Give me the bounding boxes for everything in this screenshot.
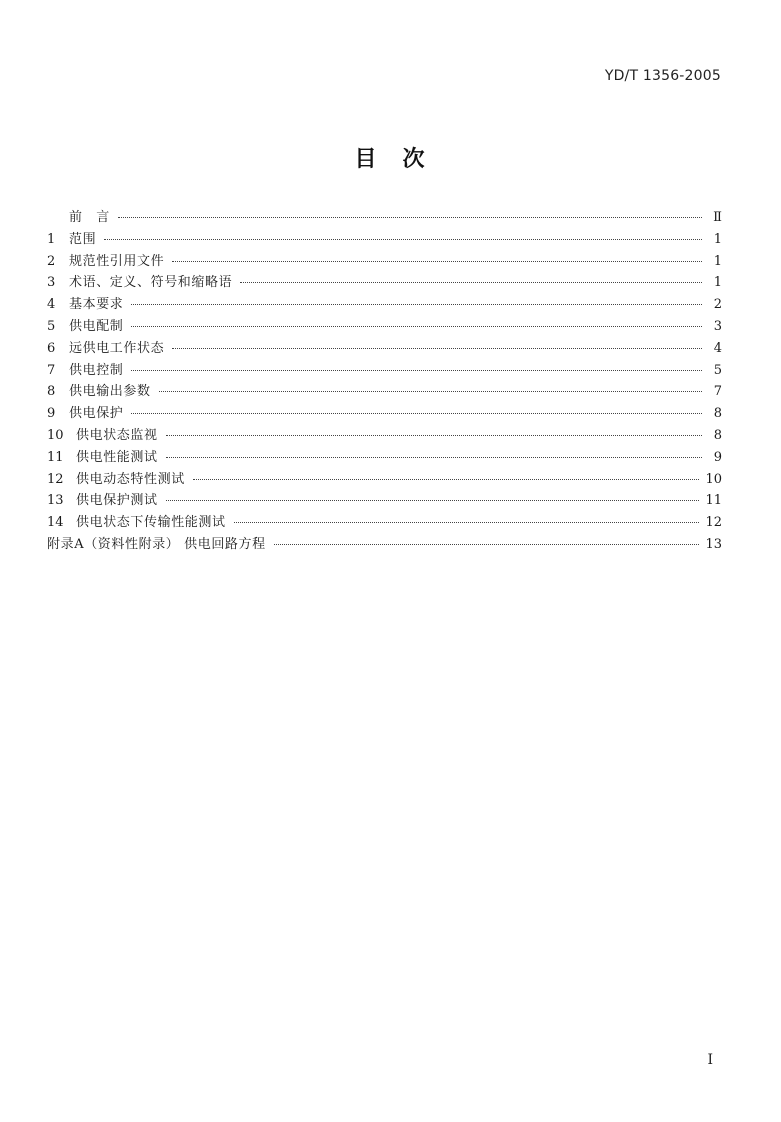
toc-entry-foreword[interactable] bbox=[47, 207, 722, 229]
toc-entry-12[interactable] bbox=[47, 469, 722, 491]
dot-leader bbox=[166, 457, 702, 458]
toc-entry-title: 供电保护测试 bbox=[76, 493, 158, 509]
toc-entry-9[interactable] bbox=[47, 403, 722, 425]
toc-entry-title: 规范性引用文件 bbox=[69, 253, 165, 269]
toc-entry-number: 10 bbox=[47, 427, 64, 443]
dot-leader bbox=[166, 500, 700, 501]
toc-entry-4[interactable] bbox=[47, 294, 722, 316]
toc-entry-title: 远供电工作状态 bbox=[69, 340, 165, 356]
toc-entry-page: Ⅱ bbox=[713, 210, 722, 225]
toc-entry-number: 11 bbox=[47, 449, 64, 465]
dot-leader bbox=[131, 370, 702, 371]
dot-leader bbox=[240, 282, 702, 283]
toc-entry-page: 4 bbox=[713, 340, 722, 356]
toc-entry-3[interactable] bbox=[47, 272, 722, 294]
dot-leader bbox=[131, 304, 702, 305]
toc-entry-title: 附录A（资料性附录） 供电回路方程 bbox=[47, 536, 266, 552]
toc-entry-title: 供电输出参数 bbox=[69, 384, 151, 400]
toc-entry-number: 12 bbox=[47, 471, 64, 487]
toc-entry-title: 供电状态监视 bbox=[76, 427, 158, 443]
toc-entry-number: 3 bbox=[47, 275, 56, 291]
toc-entry-page: 2 bbox=[713, 297, 722, 313]
toc-entry-2[interactable] bbox=[47, 251, 722, 273]
dot-leader bbox=[166, 435, 702, 436]
dot-leader bbox=[118, 217, 702, 218]
dot-leader bbox=[131, 413, 702, 414]
dot-leader bbox=[172, 348, 702, 349]
dot-leader bbox=[104, 239, 702, 240]
toc-entry-number: 14 bbox=[47, 515, 64, 531]
toc-entry-page: 3 bbox=[713, 318, 722, 334]
toc-entry-page: 11 bbox=[705, 493, 722, 509]
dot-leader bbox=[274, 544, 700, 545]
toc-entry-appendix-a[interactable] bbox=[47, 534, 722, 556]
toc-entry-title: 供电性能测试 bbox=[76, 449, 158, 465]
table-of-contents bbox=[47, 207, 722, 556]
toc-entry-7[interactable] bbox=[47, 360, 722, 382]
toc-entry-page: 1 bbox=[713, 275, 722, 291]
toc-entry-number: 9 bbox=[47, 406, 56, 422]
page-title: 目 次 bbox=[354, 147, 427, 172]
dot-leader bbox=[159, 391, 702, 392]
toc-entry-page: 1 bbox=[713, 253, 722, 269]
toc-entry-number: 2 bbox=[47, 253, 56, 269]
toc-entry-page: 5 bbox=[713, 362, 722, 378]
toc-entry-title: 供电动态特性测试 bbox=[76, 471, 185, 487]
dot-leader bbox=[172, 261, 702, 262]
toc-entry-page: 8 bbox=[713, 427, 722, 443]
toc-entry-11[interactable] bbox=[47, 447, 722, 469]
toc-entry-page: 8 bbox=[713, 406, 722, 422]
toc-entry-page: 12 bbox=[705, 515, 722, 531]
toc-entry-page: 13 bbox=[705, 536, 722, 552]
toc-entry-number: 5 bbox=[47, 318, 56, 334]
toc-entry-6[interactable] bbox=[47, 338, 722, 360]
toc-entry-number: 7 bbox=[47, 362, 56, 378]
toc-entry-title: 基本要求 bbox=[69, 297, 124, 313]
toc-entry-title: 供电状态下传输性能测试 bbox=[76, 515, 226, 531]
toc-entry-page: 10 bbox=[705, 471, 722, 487]
dot-leader bbox=[193, 479, 700, 480]
toc-entry-page: 1 bbox=[713, 231, 722, 247]
toc-entry-title: 范围 bbox=[69, 231, 97, 247]
standard-code: YD/T 1356-2005 bbox=[604, 68, 721, 84]
toc-entry-number: 13 bbox=[47, 493, 64, 509]
toc-entry-title: 供电配制 bbox=[69, 318, 124, 334]
toc-entry-number: 8 bbox=[47, 384, 56, 400]
toc-entry-title: 术语、定义、符号和缩略语 bbox=[69, 275, 233, 291]
toc-entry-1[interactable] bbox=[47, 229, 722, 251]
toc-entry-page: 9 bbox=[713, 449, 722, 465]
toc-entry-title: 前 言 bbox=[69, 210, 110, 225]
toc-entry-page: 7 bbox=[713, 384, 722, 400]
toc-entry-title: 供电控制 bbox=[69, 362, 124, 378]
toc-entry-number: 6 bbox=[47, 340, 56, 356]
page-number: I bbox=[707, 1052, 713, 1068]
toc-entry-number: 4 bbox=[47, 297, 56, 313]
toc-entry-8[interactable] bbox=[47, 381, 722, 403]
toc-entry-title: 供电保护 bbox=[69, 406, 124, 422]
toc-entry-10[interactable] bbox=[47, 425, 722, 447]
dot-leader bbox=[234, 522, 700, 523]
toc-entry-14[interactable] bbox=[47, 512, 722, 534]
toc-entry-13[interactable] bbox=[47, 490, 722, 512]
dot-leader bbox=[131, 326, 702, 327]
toc-entry-number: 1 bbox=[47, 231, 56, 247]
toc-entry-5[interactable] bbox=[47, 316, 722, 338]
